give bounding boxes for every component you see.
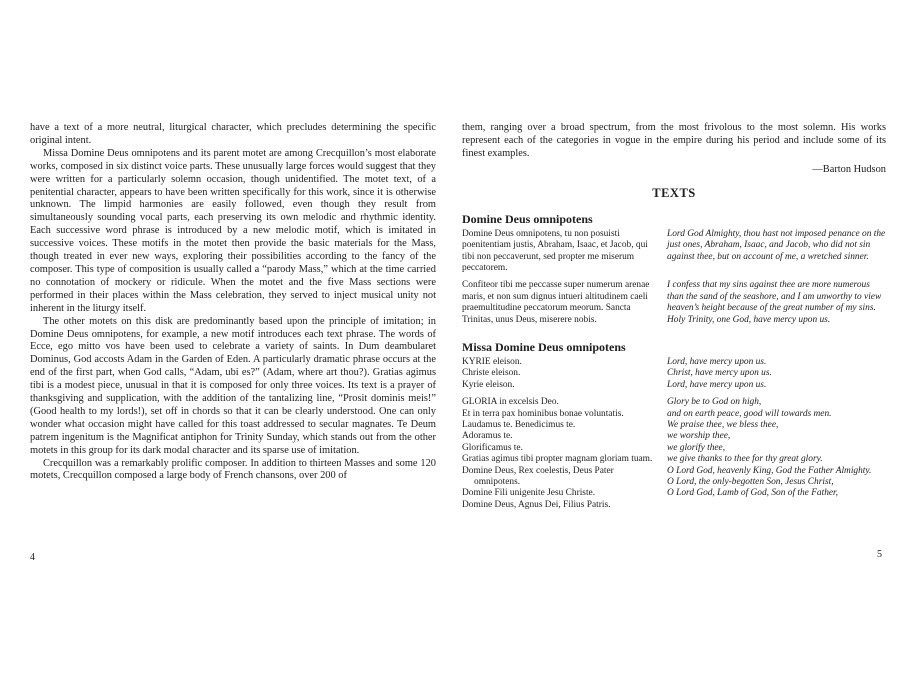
motet-title: Domine Deus omnipotens	[462, 211, 593, 226]
latin-stanza: Confiteor tibi me peccasse super numerum arenae maris, et non sum dignus intueri altitudinem caeli praemultitudine peccatorum meorum. Sancta Trinitas, unus Deus, miserere nobis.	[462, 280, 650, 325]
mass-title: Missa Domine Deus omnipotens	[462, 339, 626, 354]
english-line: Lord, have mercy upon us.	[667, 379, 767, 390]
latin-line: Adoramus te.	[462, 431, 513, 442]
mass-text-grid	[462, 357, 886, 511]
english-line: We praise thee, we bless thee,	[667, 420, 779, 430]
gloria-english	[667, 397, 886, 511]
english-line: Christ, have mercy upon us.	[667, 368, 772, 379]
latin-line: Domine Deus, Agnus Dei, Filius Patris.	[462, 499, 611, 510]
english-stanza: I confess that my sins against thee are more numerous than the sand of the seashore, and I am unworthy to view heaven’s height because of the great number of my sins. Holy Trinity, one God, have mercy upon us.	[667, 280, 882, 325]
essay-paragraph: The other motets on this disk are predominantly based upon the principle of imitation; in Domine Deus omnipotens, for example, a new motif introduces each text phrase. The words of Ecce, ego mitto vos have been used to celebrate a variety of saints. In Dum deambularet Dominus, God accosts Adam in the Garden of Eden. A particularly dramatic phrase occurs at the end of the first part, when God calls, “Adam, ubi es?” (Adam, where art thou?). Gratias agimus tibi is a modest piece, unusual in that it is composed for only three voices. Its text is a prayer of thanksgiving and supplication, with the addition of the tantalizing line, “Prosit dominis meis!” (Good health to my lords!), set off in chords so that it can be clearly understood. One can only wonder what occasion might have called for this toast addressed to secular magnates. Te Deum patrem ingenitum is the Magnificat antiphon for Trinity Sunday, which stands out from the other motets in this group for its dark modal character and its sparse use of imitation.	[30, 315, 436, 456]
latin-line: Et in terra pax hominibus bonae voluntatis.	[462, 408, 624, 419]
english-line: O Lord God, Lamb of God, Son of the Father,	[667, 488, 839, 499]
kyrie-latin	[462, 357, 667, 391]
essay-paragraph: Missa Domine Deus omnipotens and its parent motet are among Crecquillon’s most elaborate works, composed in six distinct voice parts. These unusually large forces would suggest that they were written for a particularly solemn occasion, though unidentified. The motet text, of a penitential character, appears to have been written specifically for this work, since it is otherwise unknown. The limpid harmonies are easily followed, even though they result from simultaneously sounding vocal parts, each preserving its own melodic and rhythmic identity. Each successive word phrase is introduced by a new melodic motif, which is imitated in successive voices. These motifs in the motet then provide the basic materials for the Mass, though treated in ever new ways, exploring their possibilities according to the fancy of the composer. This type of composition is usually called a “parody Mass,” which at the time carried no connotation of mockery or ridicule. When the motet and the five Mass sections were performed in their places within the Mass celebration, they served to inject musical unity not inherent in the liturgy itself.	[30, 147, 436, 314]
author-signature: —Barton Hudson	[812, 163, 886, 175]
page-number-left: 4	[30, 552, 35, 563]
english-line: we worship thee,	[667, 431, 731, 442]
essay-paragraph: have a text of a more neutral, liturgical character, which precludes determining the specific original intent.	[30, 122, 436, 146]
texts-heading: TEXTS	[652, 185, 696, 200]
motet-text-grid	[462, 229, 886, 326]
english-line: we give thanks to thee for thy great glory.	[667, 454, 823, 465]
latin-line: Gratias agimus tibi propter magnam gloriam tuam.	[462, 454, 653, 465]
latin-line: Kyrie eleison.	[462, 379, 515, 390]
essay-paragraph: Crecquillon was a remarkably prolific composer. In addition to thirteen Masses and some 120 motets, Crecquillon composed a large body of French chansons, over 200 of	[30, 457, 436, 482]
gloria-latin	[462, 397, 667, 511]
english-line: we glorify thee,	[667, 442, 726, 453]
latin-line: Christe eleison.	[462, 368, 521, 379]
english-line: Lord, have mercy upon us.	[667, 356, 767, 367]
latin-line: Glorificamus te.	[462, 442, 523, 453]
latin-line: Laudamus te. Benedicimus te.	[462, 420, 576, 430]
essay-column	[30, 122, 436, 483]
essay-continuation: them, ranging over a broad spectrum, from the most frivolous to the most solemn. His works represent each of the categories in vogue in the empire during his period and include some of its finest examples.	[462, 122, 886, 159]
english-line: O Lord God, heavenly King, God the Father Almighty.	[667, 465, 872, 476]
latin-line: KYRIE eleison.	[462, 356, 522, 367]
english-line: Glory be to God on high,	[667, 397, 762, 408]
latin-line: Domine Deus, Rex coelestis, Deus Pater omnipotens.	[462, 465, 614, 488]
english-line: and on earth peace, good will towards men.	[667, 408, 832, 419]
kyrie-english	[667, 357, 886, 391]
english-line: O Lord, the only-begotten Son, Jesus Christ,	[667, 477, 834, 488]
latin-stanza: Domine Deus omnipotens, tu non posuisti poenitentiam justis, Abraham, Isaac, et Jacob, qui tibi non peccaverunt, sed propter me miserum peccatorem.	[462, 228, 648, 273]
right-page	[450, 0, 900, 676]
texts-column	[462, 122, 886, 511]
latin-line: GLORIA in excelsis Deo.	[462, 397, 559, 408]
english-stanza: Lord God Almighty, thou hast not imposed penance on the just ones, Abraham, Isaac, and Jacob, who did not sin against thee, but on account of me, a wretched sinner.	[667, 228, 886, 262]
page-number-right: 5	[877, 549, 882, 560]
latin-line: Domine Fili unigenite Jesu Christe.	[462, 488, 596, 499]
